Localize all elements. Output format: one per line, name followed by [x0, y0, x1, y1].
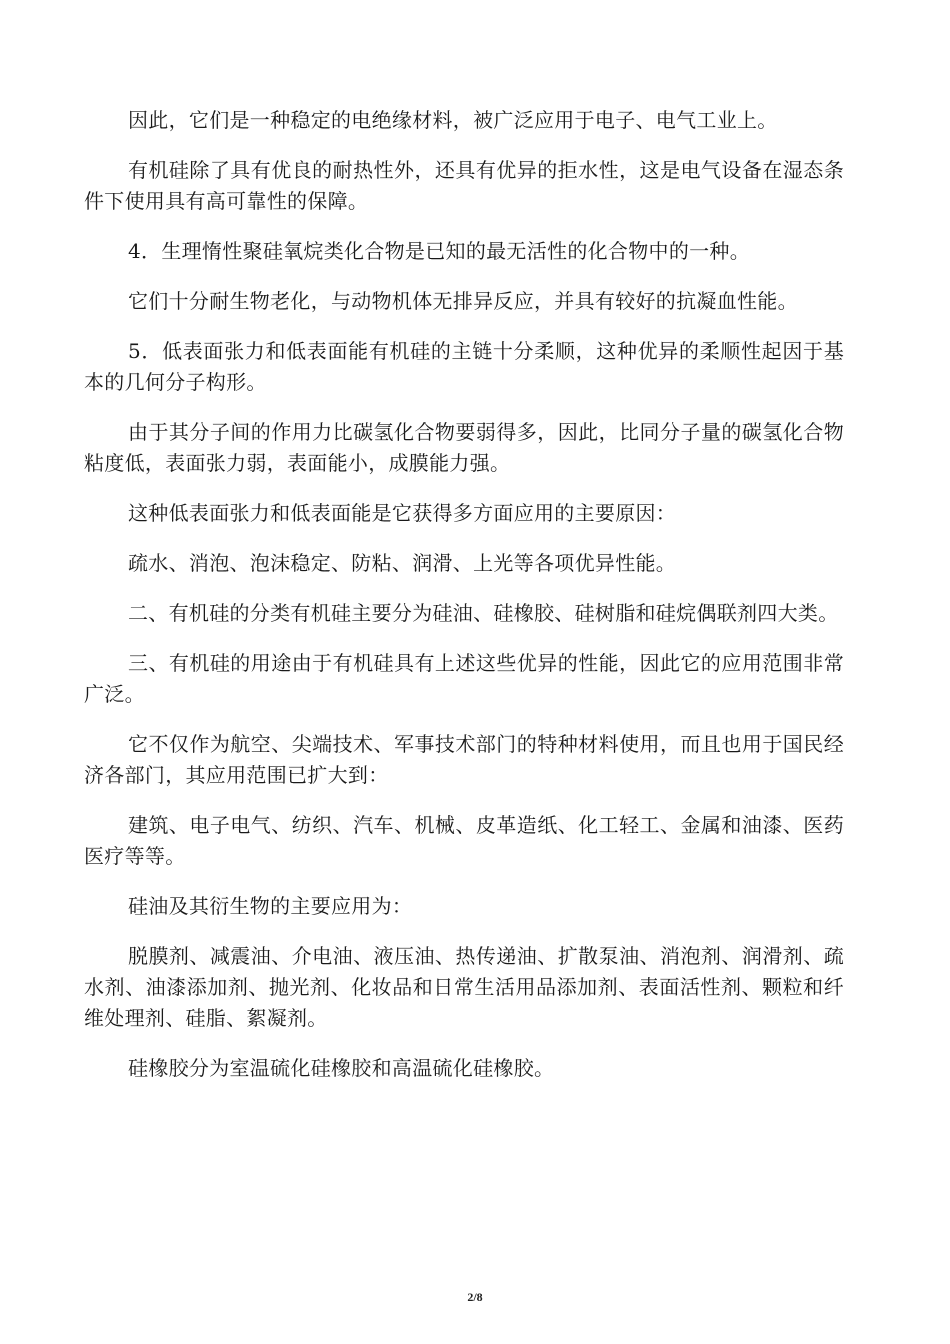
paragraph-8: 疏水、消泡、泡沫稳定、防粘、润滑、上光等各项优异性能。 [128, 551, 677, 575]
paragraph-2: 有机硅除了具有优良的耐热性外，还具有优异的拒水性，这是电气设备在湿态条件下使用具有高可靠性的保障。 [84, 158, 844, 213]
paragraph-3: 4．生理惰性聚硅氧烷类化合物是已知的最无活性的化合物中的一种。 [128, 239, 751, 263]
paragraph-14: 脱膜剂、减震油、介电油、液压油、热传递油、扩散泵油、消泡剂、润滑剂、疏水剂、油漆添加剂、抛光剂、化妆品和日常生活用品添加剂、表面活性剂、颗粒和纤维处理剂、硅脂、絮凝剂。 [84, 944, 844, 1030]
paragraph-5: 5．低表面张力和低表面能有机硅的主链十分柔顺，这种优异的柔顺性起因于基本的几何分子构形。 [84, 339, 844, 394]
paragraph-10: 三、有机硅的用途由于有机硅具有上述这些优异的性能，因此它的应用范围非常广泛。 [84, 651, 844, 706]
paragraph-6: 由于其分子间的作用力比碳氢化合物要弱得多，因此，比同分子量的碳氢化合物粘度低，表面张力弱，表面能小，成膜能力强。 [84, 420, 844, 475]
paragraph-15: 硅橡胶分为室温硫化硅橡胶和高温硫化硅橡胶。 [128, 1056, 555, 1080]
document-body [84, 105, 844, 1103]
page-number: 2/8 [467, 1290, 483, 1304]
paragraph-9: 二、有机硅的分类有机硅主要分为硅油、硅橡胶、硅树脂和硅烷偶联剂四大类。 [128, 601, 839, 625]
paragraph-12: 建筑、电子电气、纺织、汽车、机械、皮革造纸、化工轻工、金属和油漆、医药医疗等等。 [84, 813, 844, 868]
paragraph-13: 硅油及其衍生物的主要应用为： [128, 894, 413, 918]
paragraph-1: 因此，它们是一种稳定的电绝缘材料，被广泛应用于电子、电气工业上。 [128, 108, 778, 132]
paragraph-7: 这种低表面张力和低表面能是它获得多方面应用的主要原因： [128, 501, 677, 525]
paragraph-11: 它不仅作为航空、尖端技术、军事技术部门的特种材料使用，而且也用于国民经济各部门，其应用范围已扩大到： [84, 732, 844, 787]
paragraph-4: 它们十分耐生物老化，与动物机体无排异反应，并具有较好的抗凝血性能。 [128, 289, 798, 313]
